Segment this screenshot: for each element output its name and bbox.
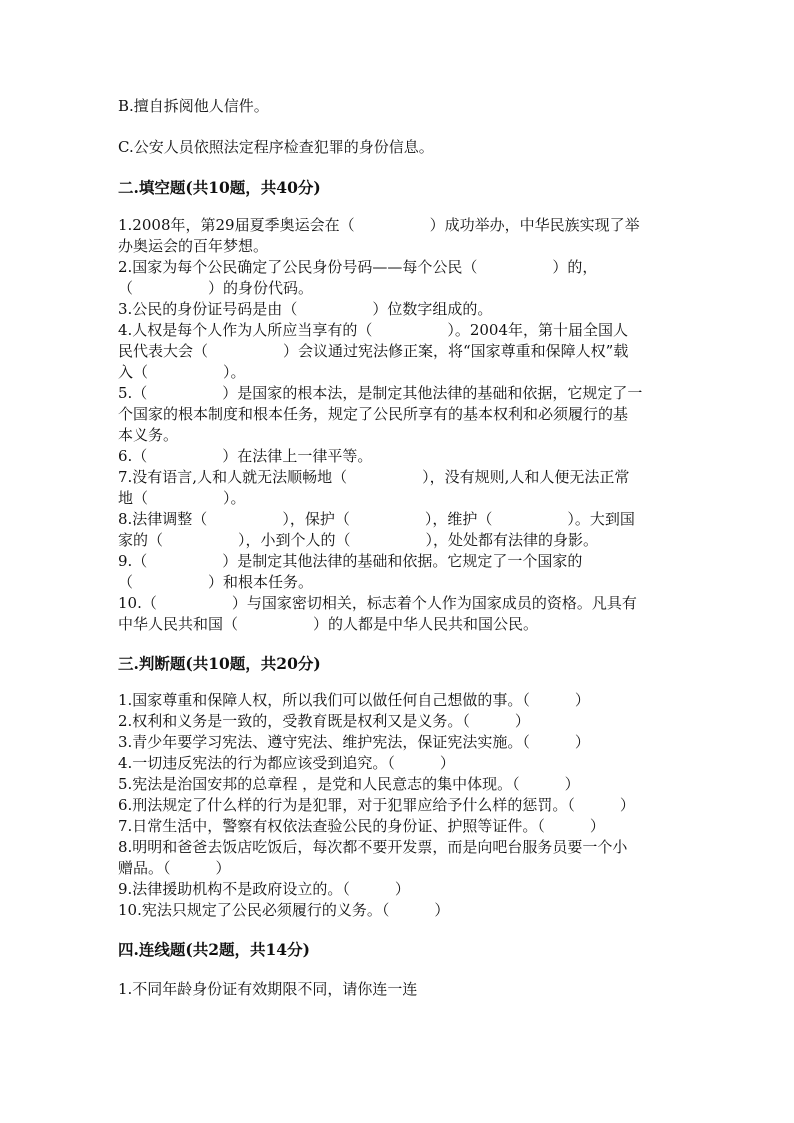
judge-line: 赠品。（ ） — [118, 859, 231, 877]
judge-line: 1.国家尊重和保障人权，所以我们可以做任何自己想做的事。（ ） — [118, 691, 590, 709]
fill-line: 5.（ ）是国家的根本法，是制定其他法律的基础和依据，它规定了一 — [118, 384, 643, 402]
match-question: 1.不同年龄身份证有效期限不同，请你连一连 — [118, 980, 418, 998]
fill-line: 6.（ ）在法律上一律平等。 — [118, 447, 373, 465]
fill-line: （ ）和根本任务。 — [118, 573, 314, 591]
judge-line: 5.宪法是治国安邦的总章程 ，是党和人民意志的集中体现。（ ） — [118, 775, 580, 793]
fill-line: 入（ ）。 — [118, 363, 246, 381]
judge-line: 7.日常生活中，警察有权依法查验公民的身份证、护照等证件。（ ） — [118, 817, 605, 835]
judge-line: 4.一切违反宪法的行为都应该受到追究。（ ） — [118, 754, 455, 772]
fill-line: 个国家的根本制度和根本任务，规定了公民所享有的基本权利和必须履行的基 — [118, 405, 629, 423]
fill-line: 9.（ ）是制定其他法律的基础和依据。它规定了一个国家的 — [118, 552, 583, 570]
judge-line: 9.法律援助机构不是政府设立的。（ ） — [118, 880, 410, 898]
fill-line: 1.2008年，第29届夏季奥运会在（ ）成功举办，中华民族实现了举 — [118, 216, 640, 234]
fill-line: 8.法律调整（ ），保护（ ），维护（ ）。大到国 — [118, 510, 635, 528]
fill-line: 7.没有语言,人和人就无法顺畅地（ ），没有规则,人和人便无法正常 — [118, 468, 630, 486]
judge-line: 2.权利和义务是一致的，受教育既是权利又是义务。（ ） — [118, 712, 530, 730]
judge-line: 8.明明和爸爸去饭店吃饭后，每次都不要开发票，而是向吧台服务员要一个小 — [118, 838, 628, 856]
fill-line: 民代表大会（ ）会议通过宪法修正案，将“国家尊重和保障人权”载 — [118, 342, 629, 360]
fill-line: （ ）的身份代码。 — [118, 279, 314, 297]
section3-heading: 三.判断题(共10题，共20分) — [118, 654, 321, 673]
option-b: B.擅自拆阅他人信件。 — [118, 97, 269, 115]
fill-line: 3.公民的身份证号码是由（ ）位数字组成的。 — [118, 300, 493, 318]
section2-heading: 二.填空题(共10题，共40分) — [118, 178, 321, 197]
fill-line: 本义务。 — [118, 426, 179, 444]
fill-line: 10.（ ）与国家密切相关，标志着个人作为国家成员的资格。凡具有 — [118, 594, 637, 612]
fill-line: 地（ ）。 — [118, 489, 246, 507]
judge-line: 6.刑法规定了什么样的行为是犯罪，对于犯罪应给予什么样的惩罚。（ ） — [118, 796, 635, 814]
option-c: C.公安人员依照法定程序检查犯罪的身份信息。 — [118, 138, 434, 156]
fill-line: 2.国家为每个公民确定了公民身份号码——每个公民（ ）的， — [118, 258, 598, 276]
fill-line: 办奥运会的百年梦想。 — [118, 237, 269, 255]
judge-line: 10.宪法只规定了公民必须履行的义务。（ ） — [118, 901, 450, 919]
fill-line: 家的（ ），小到个人的（ ），处处都有法律的身影。 — [118, 531, 599, 549]
section4-heading: 四.连线题(共2题，共14分) — [118, 940, 310, 959]
fill-line: 4.人权是每个人作为人所应当享有的（ ）。2004年，第十届全国人 — [118, 321, 628, 339]
fill-line: 中华人民共和国（ ）的人都是中华人民共和国公民。 — [118, 615, 539, 633]
judge-line: 3.青少年要学习宪法、遵守宪法、维护宪法，保证宪法实施。（ ） — [118, 733, 590, 751]
